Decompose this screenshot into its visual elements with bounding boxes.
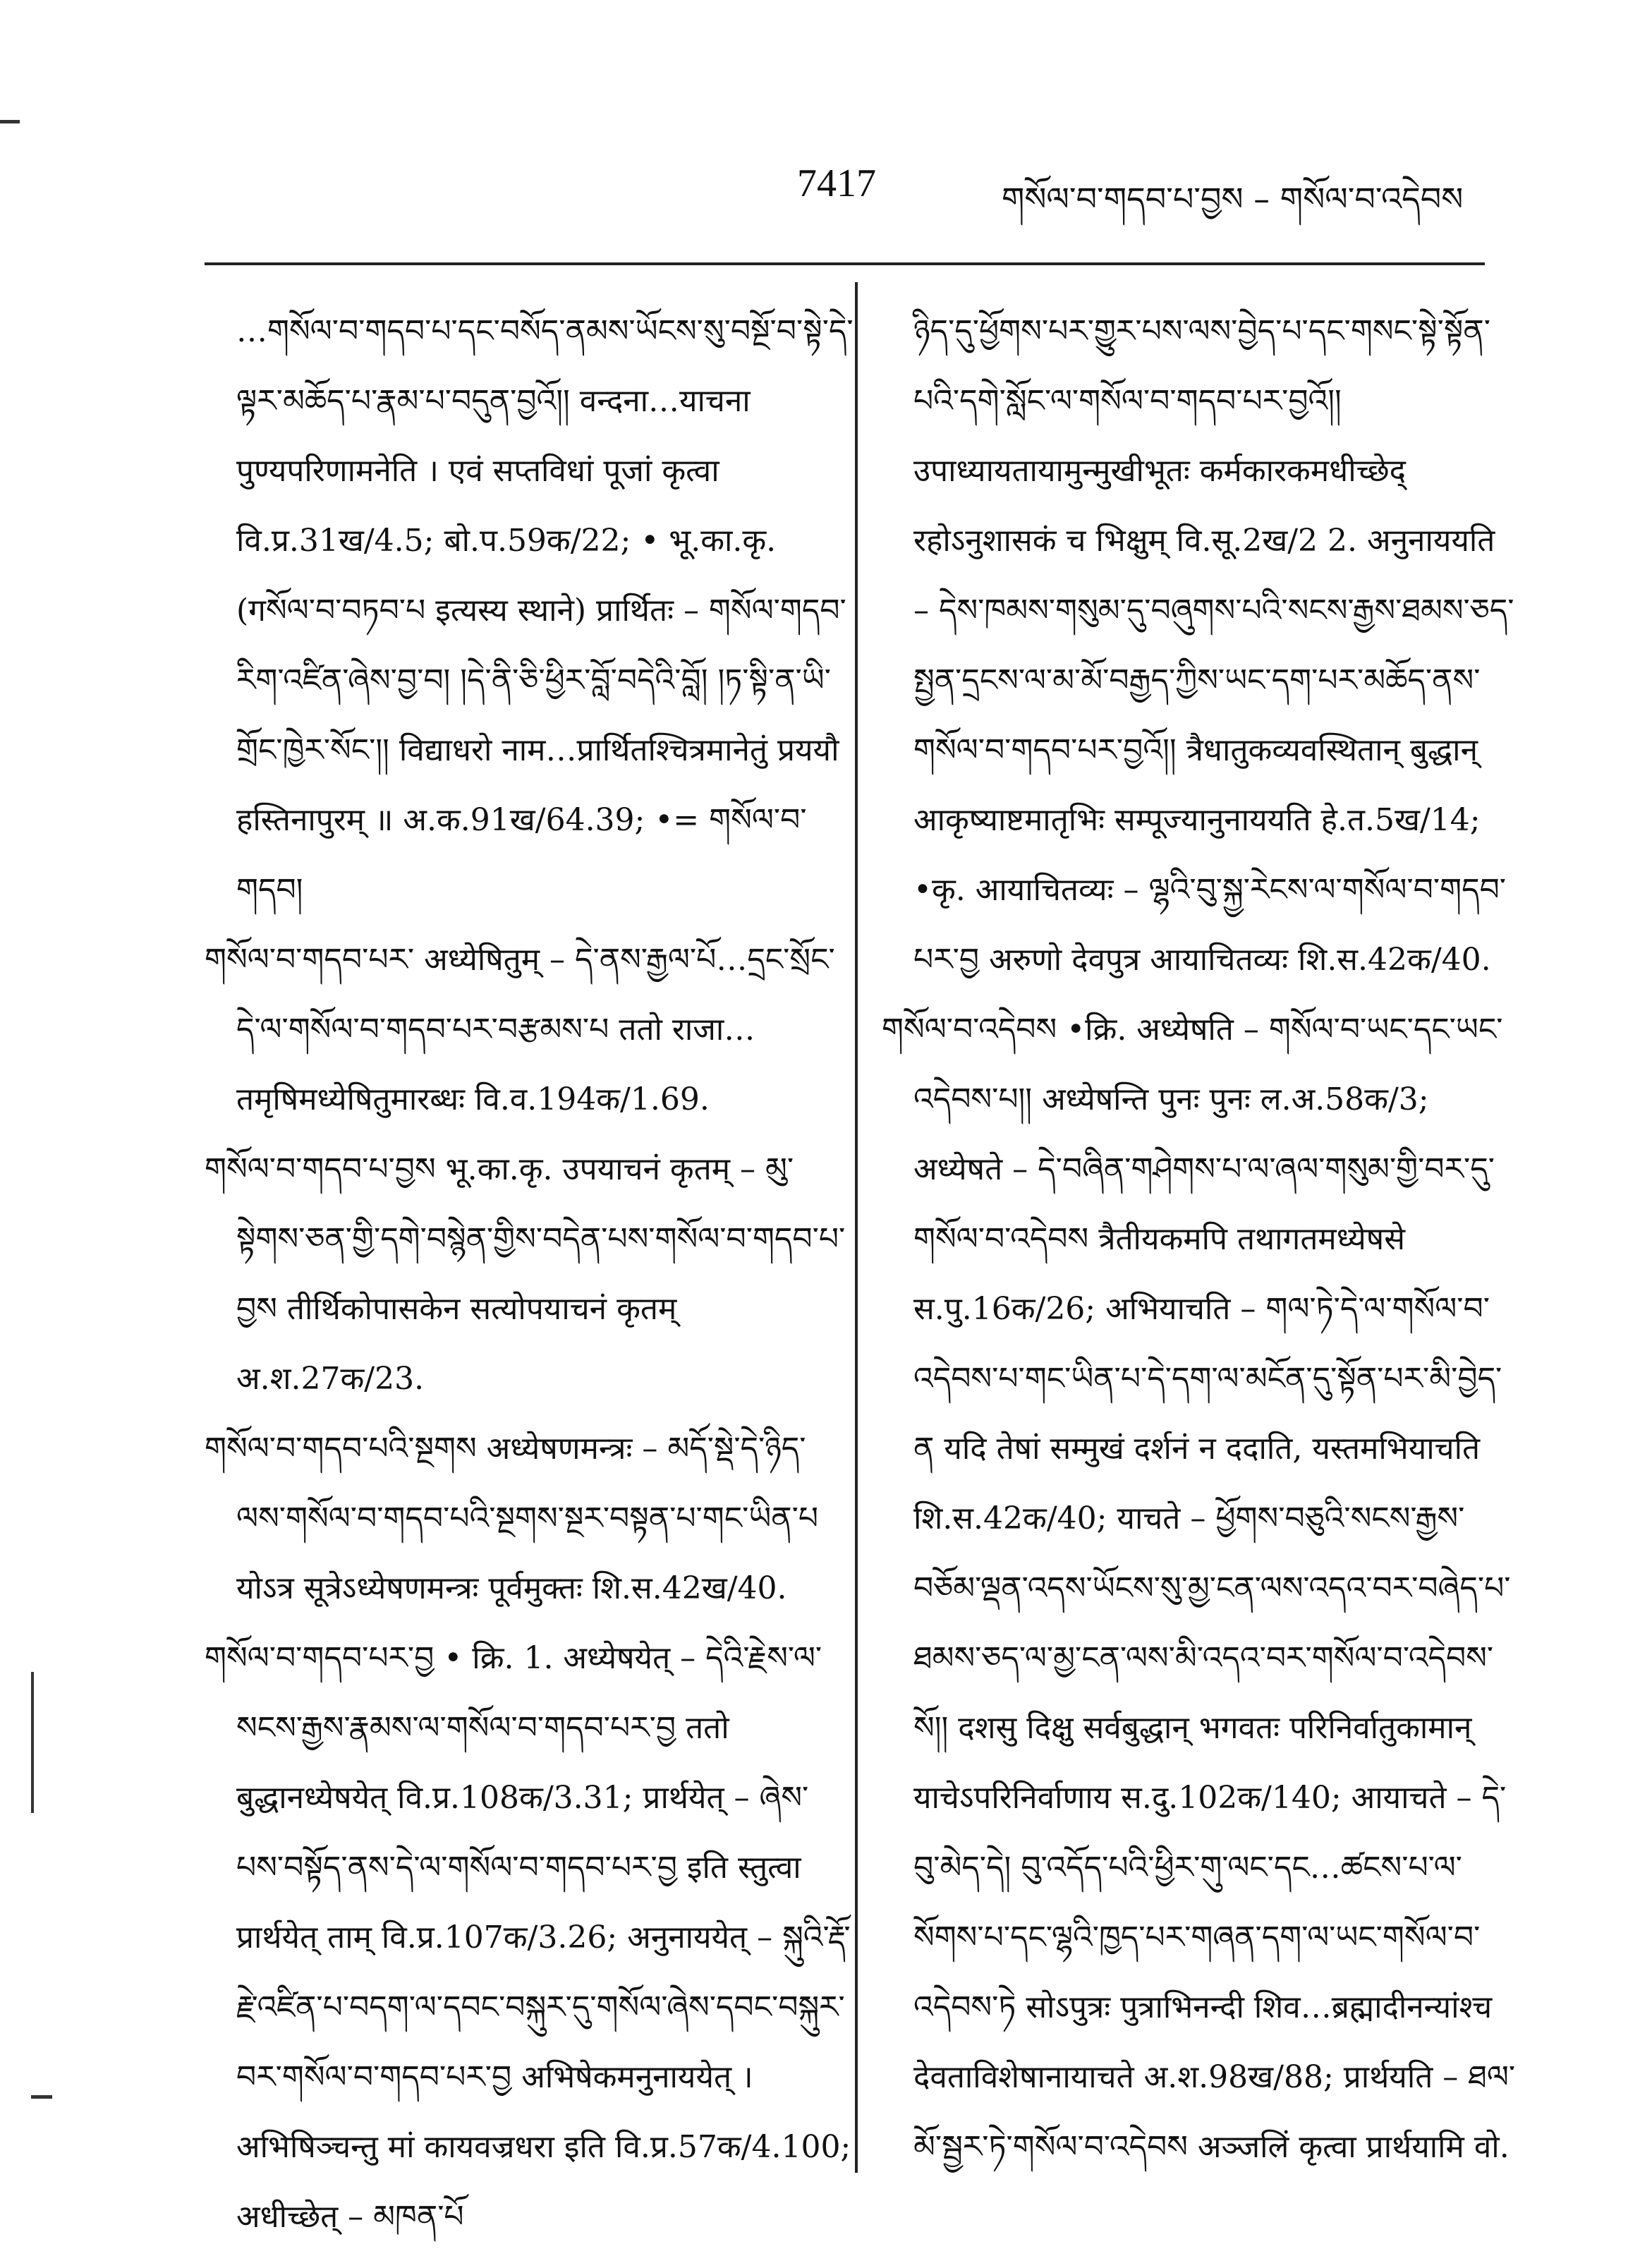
entry-paragraph: …གསོལ་བ་གདབ་པ་དང་བསོད་ནམས་ཡོངས་སུ་བསྔོ་བ་སྟེ་དེ་ལྟར་མཆོད་པ་རྣམ་པ་བདུན་བྱའོ།། वन्दना…याचना पुण्यपरिणामनेति । एवं सप्तविधां पूजां कृत्वा वि.प्र.31ख/4.5; बो.प.59क/22; • भू.का.कृ. (गསོལ་བ་བཏབ་པ इत्यस्य स्थाने) प्रार्थितः – གསོལ་གདབ་རིག་འཛིན་ཞེས་བྱ་བ། །དེ་ནི་ཅི་ཕྱིར་བློ་བདེའི་བློ། །ཏ་སྟི་ན་ཡི་གྲོང་ཁྱེར་སོང་།། विद्याधरो नाम…प्रार्थितश्चित्रमानेतुं प्रययौ हस्तिनापुरम् ॥ अ.क.91ख/64.39; •= གསོལ་བ་གདབ། [236, 313, 854, 908]
header-rule [205, 262, 1485, 265]
guide-words: གསོལ་བ་གདབ་པ་བྱས – གསོལ་བ་འདེབས [1002, 180, 1464, 218]
scan-mark [31, 2095, 52, 2099]
scan-mark [31, 1672, 34, 1813]
scan-mark [0, 120, 20, 123]
entry-paragraph: གསོལ་བ་གདབ་པ་བྱས भू.का.कृ. उपयाचनं कृतम् – མུ་སྟེགས་ཅན་གྱི་དགེ་བསྙེན་གྱིས་བདེན་པས་གསོལ་བ་གདབ་པ་བྱས तीर्थिकोपासकेन सत्योपयाचनं कृतम् अ.श.27क/23. [205, 1151, 846, 1397]
entry-paragraph: ཉིད་དུ་ཕྱོགས་པར་གྱུར་པས་ལས་བྱེད་པ་དང་གསང་སྟེ་སྟོན་པའི་དགེ་སློང་ལ་གསོལ་བ་གདབ་པར་བྱའོ།། उपाध्यायतायामुन्मुखीभूतः कर्मकारकमधीच्छेद् रहोऽनुशासकं च भिक्षुम् वि.सू.2ख/2 2. अनुनाययति – དེས་ཁམས་གསུམ་དུ་བཞུགས་པའི་སངས་རྒྱས་ཐམས་ཅད་སྤྱན་དྲངས་ལ་མ་མོ་བརྒྱད་ཀྱིས་ཡང་དག་པར་མཆོད་ནས་གསོལ་བ་གདབ་པར་བྱའོ།། त्रैधातुकव्यवस्थितान् बुद्धान् आकृष्याष्टमातृभिः सम्पूज्यानुनाययति हे.त.5ख/14; •कृ. आयाचितव्यः – ལྷའི་བུ་སྐྱ་རེངས་ལ་གསོལ་བ་གདབ་པར་བྱ अरुणो देवपुत्र आयाचितव्यः शि.स.42क/40. [913, 313, 1514, 978]
left-column [205, 296, 854, 2252]
entry-paragraph: གསོལ་བ་གདབ་པའི་སྔགས अध्येषणमन्त्रः – མདོ་སྡེ་དེ་ཉིད་ལས་གསོལ་བ་གདབ་པའི་སྔགས་སྔར་བསྟན་པ་གང་ཡིན་པ योऽत्र सूत्रेऽध्येषणमन्त्रः पूर्वमुक्तः शि.स.42ख/40. [205, 1431, 819, 1606]
page-number: 7417 [797, 162, 876, 205]
entry-paragraph: གསོལ་བ་གདབ་པར་བྱ • क्रि. 1. अध्येषयेत् – དེའི་རྗེས་ལ་སངས་རྒྱས་རྣམས་ལ་གསོལ་བ་གདབ་པར་བྱ ततो बुद्धानध्येषयेत् वि.प्र.108क/3.31; प्रार्थयेत् – ཞེས་པས་བསྟོད་ནས་དེ་ལ་གསོལ་བ་གདབ་པར་བྱ इति स्तुत्वा प्रार्थयेत् ताम् वि.प्र.107क/3.26; अनुनाययेत् – སྐུའི་རྡོ་རྗེ་འཛིན་པ་བདག་ལ་དབང་བསྐུར་དུ་གསོལ་ཞེས་དབང་བསྐུར་བར་གསོལ་བ་གདབ་པར་བྱ अभिषेकमनुनाययेत् । अभिषिञ्चन्तु मां कायवज्रधरा इति वि.प्र.57क/4.100; अधीच्छेत् – མཁན་པོ [205, 1640, 851, 2235]
entry-paragraph: གསོལ་བ་གདབ་པར་ अध्येषितुम् – དེ་ནས་རྒྱལ་པོ…དྲང་སྲོང་དེ་ལ་གསོལ་བ་གདབ་པར་བརྩམས་པ ततो राजा…तमृषिमध्येषितुमारब्धः वि.व.194क/1.69. [205, 942, 835, 1117]
entry-paragraph: གསོལ་བ་འདེབས •क्रि. अध्येषति – གསོལ་བ་ཡང་དང་ཡང་འདེབས་པ།། अध्येषन्ति पुनः पुनः ल.अ.58क/3; अध्येषते – དེ་བཞིན་གཤེགས་པ་ལ་ཞལ་གསུམ་གྱི་བར་དུ་གསོལ་བ་འདེབས त्रैतीयकमपि तथागतमध्येषसे स.पु.16क/26; अभियाचति – གལ་ཏེ་དེ་ལ་གསོལ་བ་འདེབས་པ་གང་ཡིན་པ་དེ་དག་ལ་མངོན་དུ་སྟོན་པར་མི་བྱེད་ན यदि तेषां सम्मुखं दर्शनं न ददाति, यस्तमभियाचति शि.स.42क/40; याचते – ཕྱོགས་བཅུའི་སངས་རྒྱས་བཅོམ་ལྡན་འདས་ཡོངས་སུ་མྱ་ངན་ལས་འདའ་བར་བཞེད་པ་ཐམས་ཅད་ལ་མྱ་ངན་ལས་མི་འདའ་བར་གསོལ་བ་འདེབས་སོ།། दशसु दिक्षु सर्वबुद्धान् भगवतः परिनिर्वातुकामान् याचेऽपरिनिर्वाणाय स.दु.102क/140; आयाचते – དེ་བུ་མེད་དེ། བུ་འདོད་པའི་ཕྱིར་གུ་ལང་དང…ཚངས་པ་ལ་སོགས་པ་དང་ལྷའི་ཁྱད་པར་གཞན་དག་ལ་ཡང་གསོལ་བ་འདེབས་ཏེ सोऽपुत्रः पुत्राभिनन्दी शिव…ब्रह्मादीनन्यांश्च देवताविशेषानायाचते अ.श.98ख/88; प्रार्थयति – ཐལ་མོ་སྦྱར་ཏེ་གསོལ་བ་འདེབས अञ्जलिं कृत्वा प्रार्थयामि वो. [882, 1012, 1516, 2165]
column-divider [855, 282, 858, 2173]
right-column [882, 296, 1517, 2182]
